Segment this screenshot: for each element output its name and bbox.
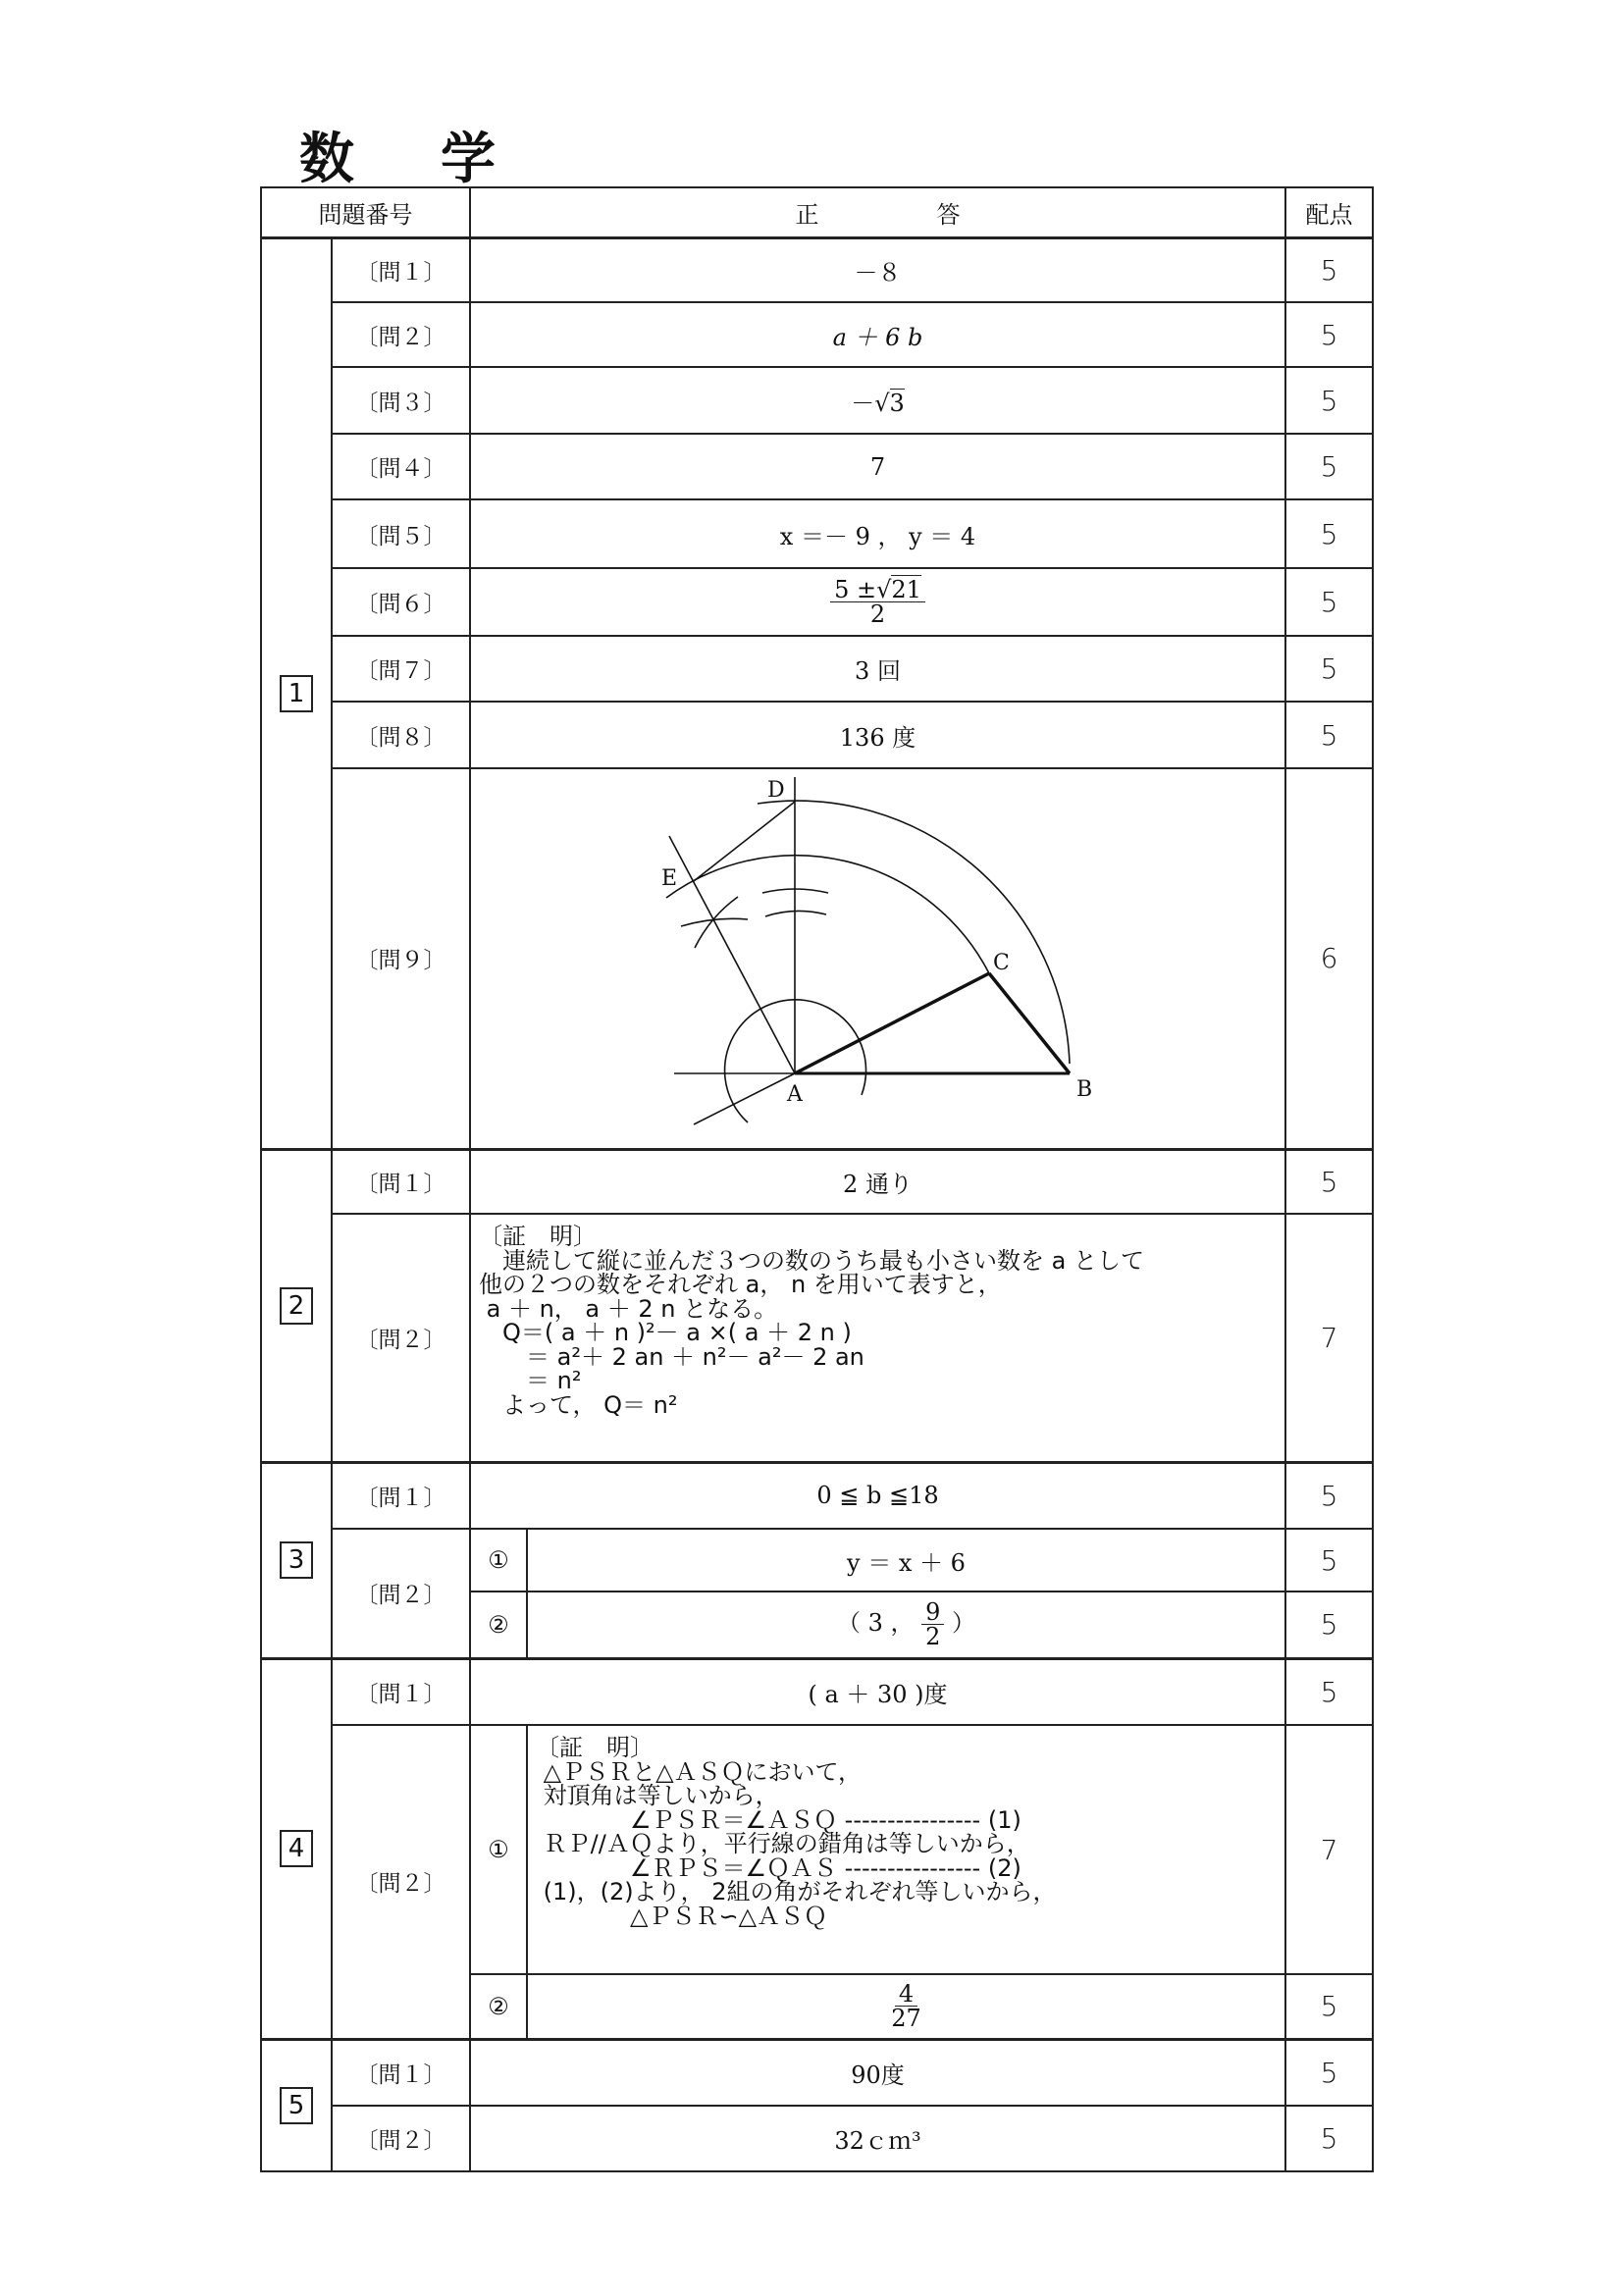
header-answer: 正 答 (470, 187, 1285, 237)
answer: 3 回 (470, 636, 1285, 702)
points: 5 (1285, 1658, 1373, 1725)
segment-ed (694, 802, 795, 881)
segment-ac (795, 973, 989, 1073)
answer: 2 通り (470, 1149, 1285, 1214)
points: 5 (1285, 636, 1373, 702)
points: 5 (1285, 499, 1373, 568)
question-label: 〔問５〕 (332, 499, 470, 568)
points: 7 (1285, 1725, 1373, 1974)
construction-diagram-cell (470, 768, 1285, 1149)
question-label: 〔問２〕 (332, 1529, 470, 1658)
answer: ( a ＋ 30 )度 (470, 1658, 1285, 1725)
answer: a ＋ 6 b (470, 302, 1285, 367)
answer: （ 3 ， $\frac{9}{2}$ ） (527, 1592, 1285, 1658)
question-label: 〔問１〕 (332, 1149, 470, 1214)
section-1: 1 (261, 237, 332, 1149)
points: 5 (1285, 1462, 1373, 1529)
points: 5 (1285, 1592, 1373, 1658)
points: 5 (1285, 367, 1373, 434)
question-label: 〔問１〕 (332, 2039, 470, 2106)
answer: x ＝－ 9 ， y ＝ 4 (470, 499, 1285, 568)
points: 5 (1285, 1974, 1373, 2039)
sub-mark: ① (470, 1529, 527, 1592)
section-5: 5 (261, 2039, 332, 2171)
label-a: A (787, 1082, 803, 1107)
proof-text: 〔証 明〕 △ＰＳＲと△ＡＳＱにおいて， 対頂角は等しいから， ∠ＰＳＲ＝∠ＡＳＱ ---------------- (1) ＲＰ//ＡＱより，平行線の錯角は等しいから， ∠ＲＰＳ＝∠ＱＡＳ ---------------- (2) (1)，(2)より， 2組の角がそれぞれ等しいから， △ＰＳＲ∽△ＡＳＱ (527, 1725, 1285, 1974)
label-c: C (993, 951, 1010, 975)
points: 6 (1285, 768, 1373, 1149)
question-label: 〔問２〕 (332, 302, 470, 367)
arc-large (758, 801, 1070, 1064)
question-label: 〔問９〕 (332, 768, 470, 1149)
question-label: 〔問１〕 (332, 1658, 470, 1725)
segment-cb (989, 973, 1070, 1073)
label-e: E (661, 866, 678, 891)
points: 5 (1285, 568, 1373, 636)
question-label: 〔問４〕 (332, 434, 470, 499)
section-2: 2 (261, 1149, 332, 1462)
label-b: B (1076, 1077, 1093, 1102)
question-label: 〔問７〕 (332, 636, 470, 702)
question-label: 〔問８〕 (332, 702, 470, 768)
sub-mark: ② (470, 1974, 527, 2039)
points: 5 (1285, 2039, 1373, 2106)
construction-diagram (650, 769, 1121, 1142)
line-ac-extended (694, 1073, 795, 1124)
question-label: 〔問１〕 (332, 237, 470, 302)
answer: 32ｃｍ³ (470, 2106, 1285, 2171)
question-label: 〔問１〕 (332, 1462, 470, 1529)
answer: 0 ≦ b ≦18 (470, 1462, 1285, 1529)
question-label: 〔問２〕 (332, 1725, 470, 2039)
answer: $\frac{4}{27}$ (527, 1974, 1285, 2039)
question-label: 〔問６〕 (332, 568, 470, 636)
arc-medium (666, 856, 989, 973)
answer: －√3 (470, 367, 1285, 434)
points: 5 (1285, 434, 1373, 499)
label-d: D (767, 778, 785, 803)
answer: 7 (470, 434, 1285, 499)
answer: $\frac{5 \pm√21}{2}$ (470, 568, 1285, 636)
points: 7 (1285, 1214, 1373, 1462)
sub-mark: ② (470, 1592, 527, 1658)
page-title: 数学 (299, 128, 582, 191)
points: 5 (1285, 2106, 1373, 2171)
proof-text: 〔証 明〕 連続して縦に並んだ３つの数のうち最も小さい数を a として 他の２つの数をそれぞれ a， n を用いて表すと， a ＋ n， a ＋ 2 n となる。 Q＝( a ＋ n )²－ a ×( a ＋ 2 n ) ＝ a²＋ 2 an ＋ n²－ a²－ 2 an ＝ n² よって， Q＝ n² (470, 1214, 1285, 1462)
points: 5 (1285, 237, 1373, 302)
question-label: 〔問２〕 (332, 2106, 470, 2171)
answer-table (260, 186, 1374, 2172)
question-label: 〔問２〕 (332, 1214, 470, 1462)
sub-mark: ① (470, 1725, 527, 1974)
header-points: 配点 (1285, 187, 1373, 237)
points: 5 (1285, 302, 1373, 367)
points: 5 (1285, 1529, 1373, 1592)
answer: y ＝ x ＋ 6 (527, 1529, 1285, 1592)
answer: 90度 (470, 2039, 1285, 2106)
question-label: 〔問３〕 (332, 367, 470, 434)
points: 5 (1285, 702, 1373, 768)
answer: －８ (470, 237, 1285, 302)
points: 5 (1285, 1149, 1373, 1214)
section-4: 4 (261, 1658, 332, 2039)
section-3: 3 (261, 1462, 332, 1658)
answer: 136 度 (470, 702, 1285, 768)
header-number: 問題番号 (261, 187, 470, 237)
